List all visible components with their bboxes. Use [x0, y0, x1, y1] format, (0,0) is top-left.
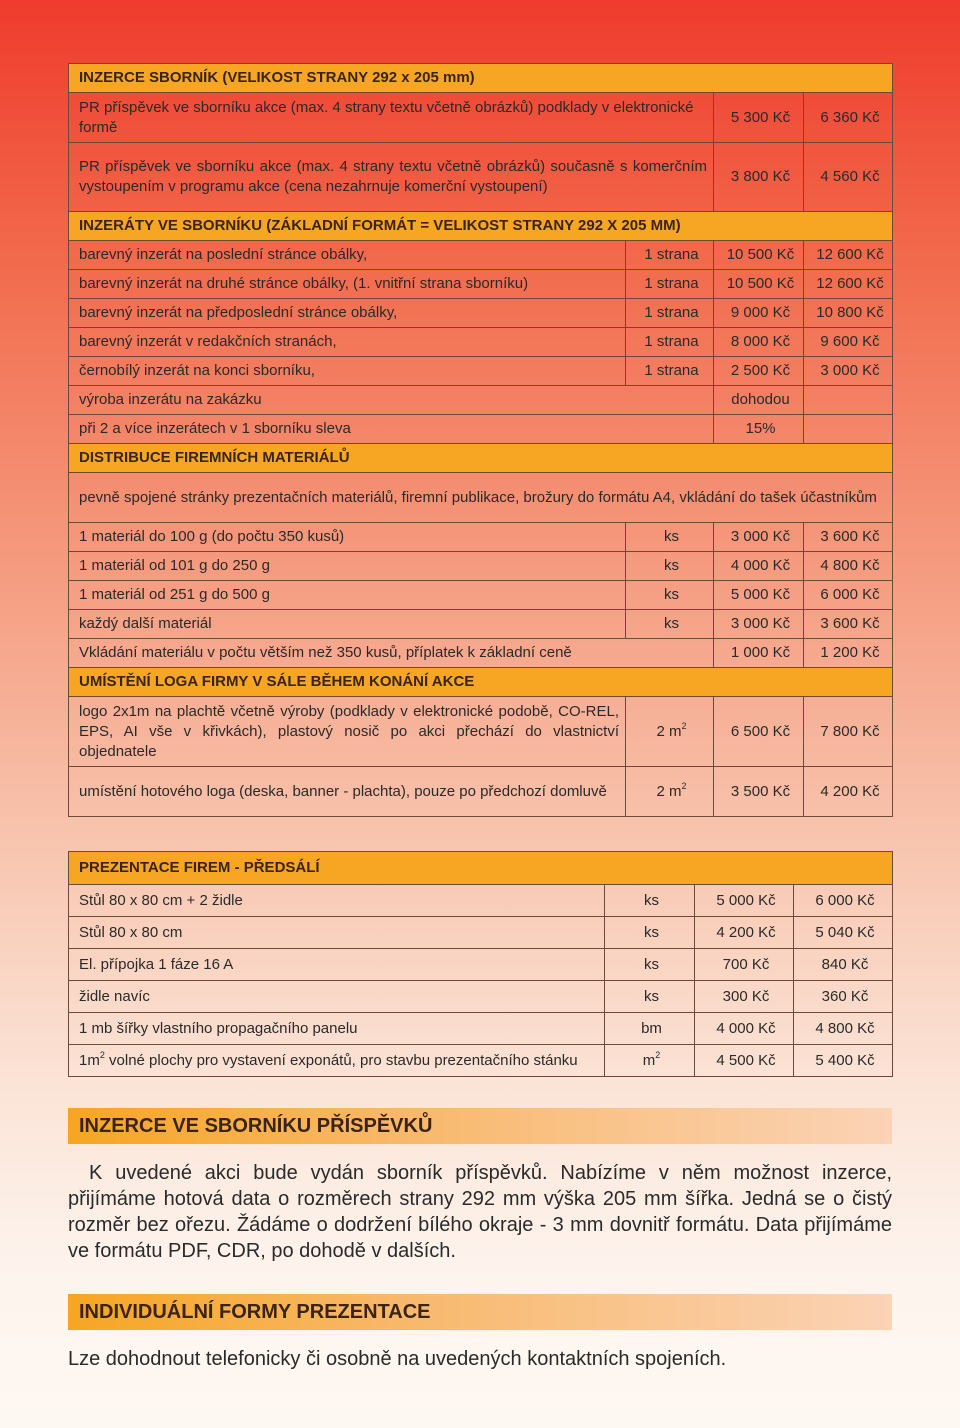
price-net: 5 300 Kč [714, 93, 804, 143]
row-unit: ks [626, 552, 714, 581]
row-unit: ks [605, 981, 695, 1013]
price-net: 5 000 Kč [695, 885, 794, 917]
table-row [69, 415, 893, 444]
price-vat: 360 Kč [794, 981, 893, 1013]
row-unit: ks [605, 949, 695, 981]
section-heading-individualni: INDIVIDUÁLNÍ FORMY PREZENTACE [79, 1301, 431, 1323]
row-description: logo 2x1m na plachtě včetně výroby (podklady v elektronické podobě, CO-REL, EPS, AI vše v křivkách), plastový nosič po akci přechází do vlastnictví objednatele [69, 697, 626, 767]
row-unit: 1 strana [626, 357, 714, 386]
row-description: barevný inzerát na druhé stránce obálky, (1. vnitřní strana sborníku) [69, 270, 626, 299]
row-description: černobílý inzerát na konci sborníku, [69, 357, 626, 386]
table-row [69, 270, 893, 299]
desc-superscript: 2 [99, 1049, 105, 1060]
row-unit [626, 767, 714, 817]
price-vat: 4 200 Kč [804, 767, 893, 817]
price-net: 3 000 Kč [714, 523, 804, 552]
price-vat: 6 360 Kč [804, 93, 893, 143]
unit-superscript: 2 [655, 1049, 661, 1060]
row-description: barevný inzerát na předposlední stránce obálky, [69, 299, 626, 328]
row-unit: ks [626, 610, 714, 639]
table-row [69, 143, 893, 212]
row-unit [605, 1045, 695, 1077]
section-header-prezentace [69, 852, 893, 885]
section-title: INZERCE SBORNÍK (VELIKOST STRANY 292 x 205 mm) [69, 64, 893, 93]
table-row [69, 697, 893, 767]
row-value: dohodou [714, 386, 804, 415]
price-vat: 5 040 Kč [794, 917, 893, 949]
row-description: 1 materiál od 251 g do 500 g [69, 581, 626, 610]
price-net: 1 000 Kč [714, 639, 804, 668]
row-description: umístění hotového loga (deska, banner - plachta), pouze po předchozí domluvě [69, 767, 626, 817]
section-title: INZERÁTY VE SBORNÍKU (ZÁKLADNÍ FORMÁT = VELIKOST STRANY 292 X 205 MM) [69, 212, 893, 241]
row-description: PR příspěvek ve sborníku akce (max. 4 strany textu včetně obrázků) podklady v elektronické formě [69, 93, 714, 143]
table-row [69, 241, 893, 270]
desc-prefix: 1m [79, 1051, 100, 1069]
price-net: 8 000 Kč [714, 328, 804, 357]
price-vat: 7 800 Kč [804, 697, 893, 767]
table-row [69, 386, 893, 415]
price-net: 10 500 Kč [714, 270, 804, 299]
price-net: 9 000 Kč [714, 299, 804, 328]
price-vat: 4 560 Kč [804, 143, 893, 212]
table-row [69, 917, 893, 949]
price-net: 6 500 Kč [714, 697, 804, 767]
price-net: 3 000 Kč [714, 610, 804, 639]
price-vat: 3 600 Kč [804, 610, 893, 639]
pricing-table-inzerce [68, 63, 893, 817]
row-description: 1 mb šířky vlastního propagačního panelu [69, 1013, 605, 1045]
section-title: DISTRIBUCE FIREMNÍCH MATERIÁLŮ [69, 444, 893, 473]
row-unit: 1 strana [626, 241, 714, 270]
row-description: 1 materiál do 100 g (do počtu 350 kusů) [69, 523, 626, 552]
table-row [69, 767, 893, 817]
desc-text: volné plochy pro vystavení exponátů, pro stavbu prezentačního stánku [104, 1051, 578, 1069]
row-description: 1 materiál od 101 g do 250 g [69, 552, 626, 581]
table-row [69, 885, 893, 917]
individualni-paragraph: Lze dohodnout telefonicky či osobně na uvedených kontaktních spojeních. [68, 1348, 727, 1370]
price-vat: 840 Kč [794, 949, 893, 981]
section-title: PREZENTACE FIREM - PŘEDSÁLÍ [69, 852, 893, 885]
table-row [69, 1045, 893, 1077]
table-row [69, 328, 893, 357]
row-unit: 1 strana [626, 299, 714, 328]
table-row [69, 1013, 893, 1045]
unit-text: 2 m [656, 782, 682, 800]
table-row [69, 949, 893, 981]
row-description: každý další materiál [69, 610, 626, 639]
row-description: výroba inzerátu na zakázku [69, 386, 714, 415]
row-unit: ks [605, 917, 695, 949]
price-vat: 1 200 Kč [804, 639, 893, 668]
price-vat: 5 400 Kč [794, 1045, 893, 1077]
table-row [69, 93, 893, 143]
price-vat: 12 600 Kč [804, 241, 893, 270]
price-net: 3 500 Kč [714, 767, 804, 817]
price-vat: 9 600 Kč [804, 328, 893, 357]
section-header-loga [69, 668, 893, 697]
unit-text: m [642, 1051, 656, 1069]
row-unit: bm [605, 1013, 695, 1045]
table-row [69, 523, 893, 552]
price-vat: 4 800 Kč [794, 1013, 893, 1045]
sbornik-paragraph: K uvedené akci bude vydán sborník příspěvků. Nabízíme v něm možnost inzerce, přijímáme hotová data o rozměrech strany 292 mm výška 205 mm šířka. Jedná se o čistý rozměr bez ořezu. Žádáme o dodržení bílého okraje - 3 mm dovnitř formátu. Data přijímáme ve formátu PDF, CDR, po dohodě v dalších. [68, 1162, 892, 1262]
table-row [69, 357, 893, 386]
unit-text: 2 m [656, 722, 682, 740]
row-description: El. přípojka 1 fáze 16 A [69, 949, 605, 981]
row-description: Vkládání materiálu v počtu větším než 350 kusů, příplatek k základní ceně [69, 639, 714, 668]
row-unit: 1 strana [626, 328, 714, 357]
row-unit: ks [605, 885, 695, 917]
unit-superscript: 2 [681, 720, 687, 731]
row-description: barevný inzerát na poslední stránce obálky, [69, 241, 626, 270]
row-description: barevný inzerát v redakčních stranách, [69, 328, 626, 357]
row-description: Stůl 80 x 80 cm [69, 917, 605, 949]
price-net: 700 Kč [695, 949, 794, 981]
price-net: 4 000 Kč [695, 1013, 794, 1045]
empty-cell [804, 415, 893, 444]
table-row [69, 981, 893, 1013]
table-row [69, 299, 893, 328]
price-net: 10 500 Kč [714, 241, 804, 270]
section-header-distribuce [69, 444, 893, 473]
section-header-inzeraty [69, 212, 893, 241]
table-row [69, 610, 893, 639]
row-description: židle navíc [69, 981, 605, 1013]
price-vat: 10 800 Kč [804, 299, 893, 328]
price-net: 300 Kč [695, 981, 794, 1013]
unit-superscript: 2 [681, 780, 687, 791]
row-unit: ks [626, 581, 714, 610]
table-row [69, 581, 893, 610]
row-description: při 2 a více inzerátech v 1 sborníku sleva [69, 415, 714, 444]
price-vat: 6 000 Kč [794, 885, 893, 917]
row-unit [626, 697, 714, 767]
section-title: UMÍSTĚNÍ LOGA FIRMY V SÁLE BĚHEM KONÁNÍ AKCE [69, 668, 893, 697]
row-description [69, 1045, 605, 1077]
row-unit: ks [626, 523, 714, 552]
price-net: 4 200 Kč [695, 917, 794, 949]
price-vat: 4 800 Kč [804, 552, 893, 581]
price-net: 5 000 Kč [714, 581, 804, 610]
empty-cell [804, 386, 893, 415]
row-description: Stůl 80 x 80 cm + 2 židle [69, 885, 605, 917]
price-net: 4 500 Kč [695, 1045, 794, 1077]
row-unit: 1 strana [626, 270, 714, 299]
table-row [69, 552, 893, 581]
row-value: 15% [714, 415, 804, 444]
table-row [69, 639, 893, 668]
price-vat: 12 600 Kč [804, 270, 893, 299]
section-heading-sbornik: INZERCE VE SBORNÍKU PŘÍSPĚVKŮ [79, 1115, 433, 1137]
table-row [69, 473, 893, 523]
pricing-table-prezentace [68, 851, 893, 1077]
price-net: 3 800 Kč [714, 143, 804, 212]
row-description: PR příspěvek ve sborníku akce (max. 4 strany textu včetně obrázků) současně s komerčním vystoupením v programu akce (cena nezahrnuje komerční vystoupení) [69, 143, 714, 212]
price-vat: 6 000 Kč [804, 581, 893, 610]
price-net: 4 000 Kč [714, 552, 804, 581]
price-net: 2 500 Kč [714, 357, 804, 386]
price-vat: 3 600 Kč [804, 523, 893, 552]
section-header-inzerce-sbornik [69, 64, 893, 93]
price-vat: 3 000 Kč [804, 357, 893, 386]
row-description: pevně spojené stránky prezentačních materiálů, firemní publikace, brožury do formátu A4, vkládání do tašek účastníkům [69, 473, 893, 523]
